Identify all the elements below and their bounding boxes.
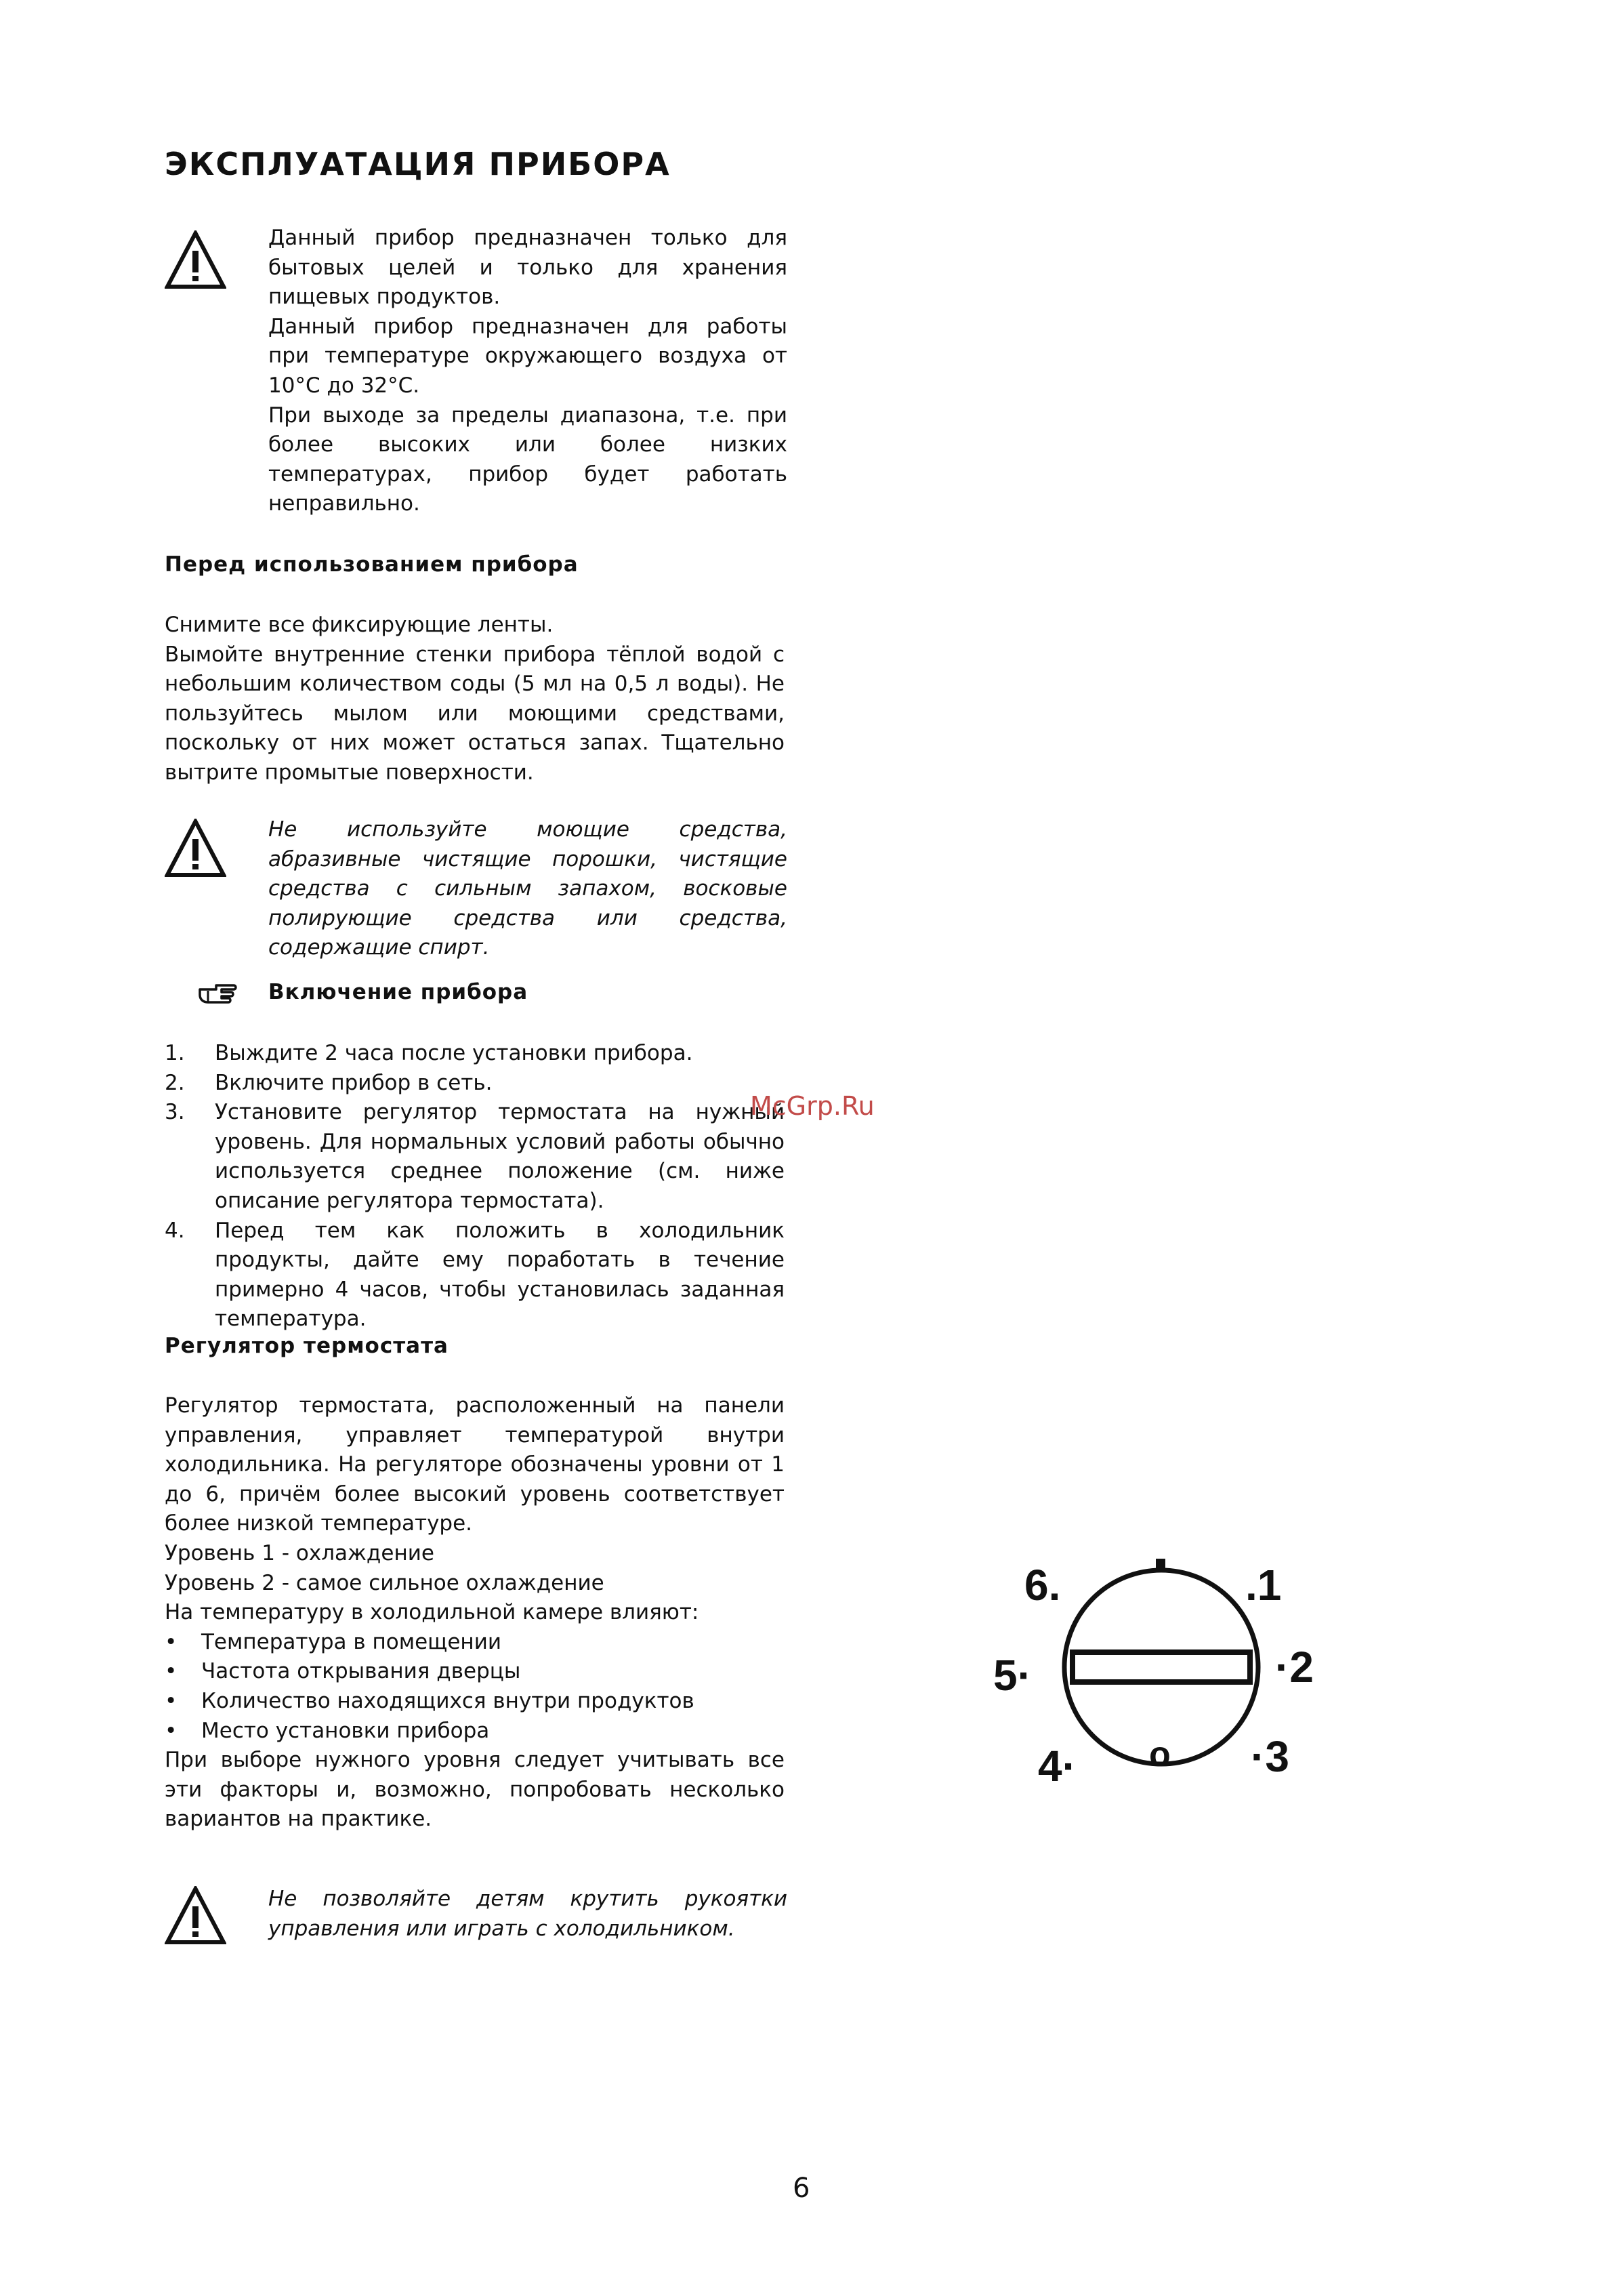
warning-1-text: Данный прибор предназначен только для бытовых целей и только для хранения пищевых продуктов. bbox=[268, 226, 787, 310]
dial-label-6: 6. bbox=[1024, 1561, 1061, 1610]
list-item: • Температура в помещении bbox=[165, 1628, 785, 1658]
list-item: • Количество находящихся внутри продуктов bbox=[165, 1687, 785, 1717]
section-heading-thermostat: Регулятор термостата bbox=[165, 1334, 449, 1358]
switch-on-steps bbox=[165, 1039, 785, 1334]
thermostat-advice: При выборе нужного уровня следует учитывать все эти факторы и, возможно, попробовать несколько вариантов на практике. bbox=[165, 1748, 785, 1832]
page-title: ЭКСПЛУАТАЦИЯ ПРИБОРА bbox=[165, 146, 671, 182]
page-number: 6 bbox=[793, 2173, 810, 2204]
dial-label-5: 5· bbox=[993, 1651, 1032, 1700]
warning-block-2 bbox=[268, 815, 787, 963]
list-item: 4. Перед тем как положить в холодильник продукты, дайте ему поработать в течение примерно 4 часов, чтобы установилась заданная температура. bbox=[165, 1218, 785, 1332]
dial-knob-bar bbox=[1073, 1652, 1250, 1682]
dial-label-3: ·3 bbox=[1251, 1732, 1289, 1781]
dial-label-2: ·2 bbox=[1275, 1643, 1314, 1692]
thermostat-body bbox=[165, 1391, 785, 1834]
list-item: • Частота открывания дверцы bbox=[165, 1657, 785, 1687]
pointing-hand-icon bbox=[199, 983, 238, 1006]
warning-1-range: При выходе за пределы диапазона, т.е. при более высоких или более низких температурах, прибор будет работать неправильно. bbox=[268, 403, 787, 516]
list-item: • Место установки прибора bbox=[165, 1717, 785, 1746]
warning-block-3 bbox=[268, 1885, 787, 1944]
thermostat-level-2: Уровень 2 - самое сильное охлаждение bbox=[165, 1570, 604, 1595]
section-heading-switch-on: Включение прибора bbox=[268, 980, 528, 1004]
thermostat-level-1: Уровень 1 - охлаждение bbox=[165, 1540, 434, 1565]
dial-top-mark bbox=[1156, 1559, 1165, 1568]
watermark-text: McGrp.Ru bbox=[750, 1091, 875, 1121]
warning-2-text: Не используйте моющие средства, абразивные чистящие порошки, чистящие средства с сильным запахом, восковые полирующие средства или средства, содержащие спирт. bbox=[268, 817, 787, 960]
warning-icon bbox=[165, 1886, 226, 1945]
dial-label-4: 4· bbox=[1038, 1742, 1077, 1790]
thermostat-dial bbox=[982, 1538, 1348, 1809]
thermostat-factors-intro: На температуру в холодильной камере влияют: bbox=[165, 1600, 699, 1625]
before-use-body bbox=[165, 611, 785, 788]
dial-label-1: .1 bbox=[1245, 1561, 1282, 1610]
thermostat-factors-list bbox=[165, 1628, 785, 1746]
warning-block-1 bbox=[268, 224, 787, 519]
section-heading-before-use: Перед использованием прибора bbox=[165, 552, 579, 577]
warning-icon bbox=[165, 819, 226, 878]
list-item: 2. Включите прибор в сеть. bbox=[165, 1070, 493, 1095]
warning-1-temperature: Данный прибор предназначен для работы при температуре окружающего воздуха от 10°C до 32°C. bbox=[268, 314, 787, 398]
before-use-text-2: Вымойте внутренние стенки прибора тёплой водой с небольшим количеством соды (5 мл на 0,5 л воды). Не пользуйтесь мылом или моющими средствами, поскольку от них может остаться запах. Тщательно вытрите промытые поверхности. bbox=[165, 642, 785, 785]
list-item: 1. Выждите 2 часа после установки прибора. bbox=[165, 1041, 693, 1065]
before-use-text-1: Снимите все фиксирующие ленты. bbox=[165, 613, 554, 637]
warning-icon bbox=[165, 230, 226, 289]
list-item: 3. Установите регулятор термостата на нужный уровень. Для нормальных условий работы обычно используется среднее положение (см. ниже описание регулятора термостата). bbox=[165, 1100, 785, 1213]
warning-3-text: Не позволяйте детям крутить рукоятки управления или играть с холодильником. bbox=[268, 1887, 787, 1941]
dial-off-mark: o bbox=[1149, 1735, 1171, 1774]
thermostat-description: Регулятор термостата, расположенный на панели управления, управляет температурой внутри холодильника. На регуляторе обозначены уровни от 1 до 6, причём более высокий уровень соответствует более низкой температуре. bbox=[165, 1393, 785, 1536]
